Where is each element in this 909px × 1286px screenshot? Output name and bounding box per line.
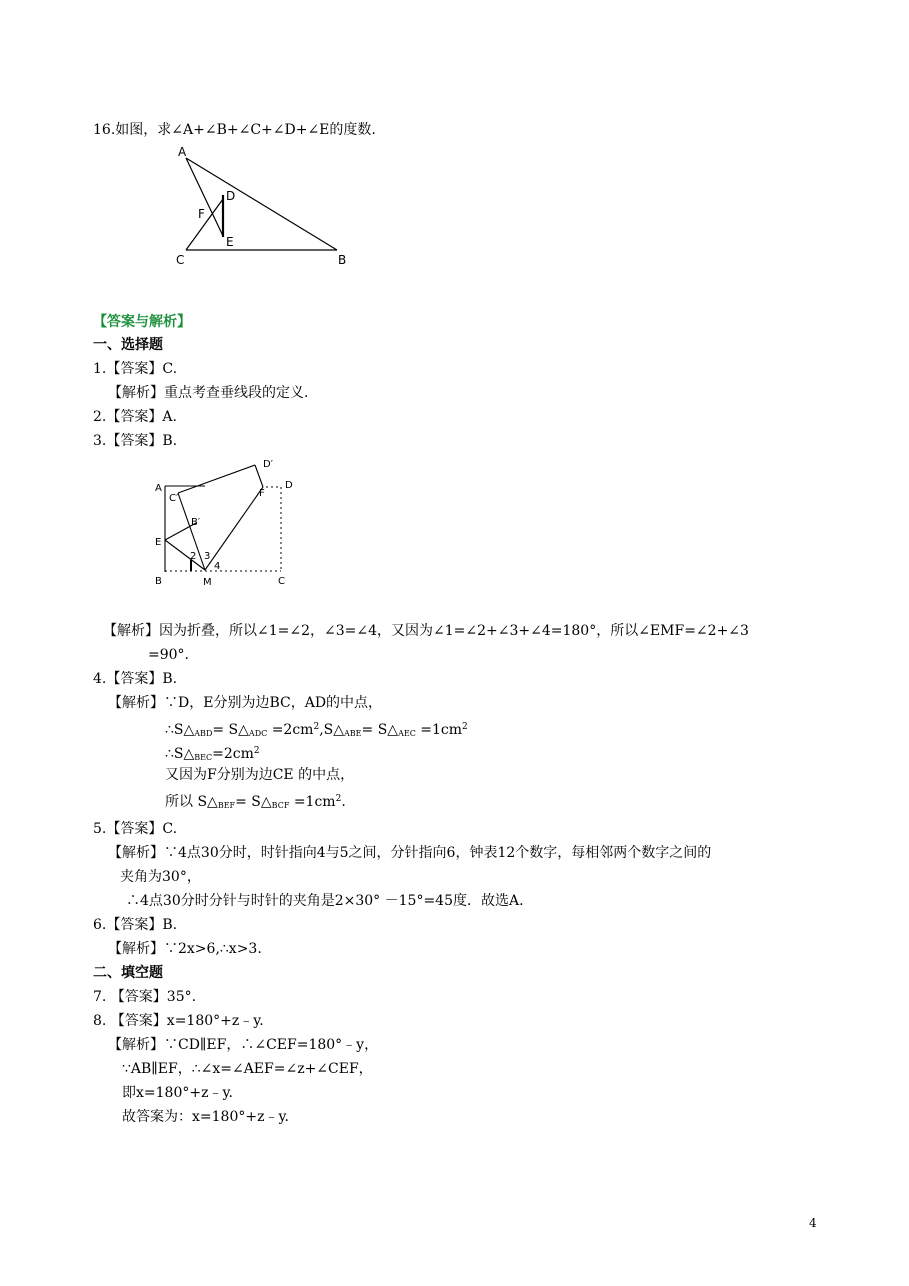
answers-title: 【答案与解析】 — [93, 314, 191, 330]
fig3-label-dp: D′ — [263, 459, 273, 470]
answer-4-area-equation-1: $\therefore S\triangle_{ABD}=$ $S\triangle_{ADC}$ $=2cm^2,S\triangle_{ABE}=$ $S\triangle_{AEC} =1cm^2$ — [165, 722, 468, 738]
answer-1: 1.【答案】C. — [93, 361, 178, 377]
page-number: 4 — [809, 1216, 817, 1230]
answer-3-explanation-line2: =90°. — [148, 647, 189, 663]
fig16-label-b: B — [338, 253, 347, 267]
answer-1-explanation: 【解析】重点考查垂线段的定义. — [108, 385, 309, 401]
fig3-label-cp: C′ — [169, 493, 179, 504]
fig16-label-e: E — [226, 235, 234, 249]
fig3-label-e: E — [155, 537, 162, 548]
fig3-label-a: A — [155, 483, 162, 494]
fig3-label-2: 2 — [190, 551, 197, 562]
answer-4-area-equation-2: $\therefore S\triangle_{BEC}=2cm^2$ — [165, 746, 260, 762]
answer-4: 4.【答案】B. — [93, 671, 178, 687]
fig16-label-d: D — [226, 189, 236, 203]
fig16-label-f: F — [198, 207, 205, 221]
answer-5-explanation-line3: ∴4点30分时分针与时针的夹角是2×30° －15°=45度．故选A. — [126, 893, 524, 909]
answer-4-area-equation-3: 所以 $S\triangle_{BEF}=$ $S\triangle_{BCF} =1cm^2$. — [165, 794, 346, 810]
answer-6-explanation: 【解析】∵2x>6,∴x>3. — [108, 941, 262, 957]
answer-4-explanation-line1: 【解析】∵D，E分别为边BC，AD的中点， — [108, 695, 383, 711]
answer-8-explanation-line4: 故答案为：x=180°+z﹣y. — [122, 1109, 289, 1125]
fig3-label-d: D — [285, 480, 293, 491]
answer-4-explanation-line4: 又因为F分别为边CE 的中点， — [165, 767, 355, 783]
fig3-label-c: C — [278, 576, 285, 587]
answer-3: 3.【答案】B. — [93, 433, 178, 449]
answer-8-explanation-line1: 【解析】∵CD∥EF，∴∠CEF=180°﹣y， — [108, 1037, 379, 1053]
answer-5: 5.【答案】C. — [93, 821, 178, 837]
answer-2: 2.【答案】A. — [93, 409, 177, 425]
answer-8: 8. 【答案】x=180°+z﹣y. — [93, 1013, 264, 1029]
fig16-label-a: A — [178, 145, 187, 159]
answer-8-explanation-line3: 即x=180°+z﹣y. — [122, 1085, 233, 1101]
answer-6: 6.【答案】B. — [93, 917, 178, 933]
fig3-label-4: 4 — [214, 561, 221, 572]
question-16-text: 16.如图，求∠A+∠B+∠C+∠D+∠E的度数. — [93, 122, 376, 138]
fig16-line-ab — [186, 158, 337, 250]
section-multiple-choice: 一、选择题 — [93, 337, 163, 353]
fig3-label-bp: B′ — [191, 517, 201, 528]
answer-5-explanation-line2: 夹角为30°， — [120, 869, 201, 885]
fig3-label-b: B — [155, 576, 162, 587]
answer-3-explanation-line1: 【解析】因为折叠，所以∠1=∠2，∠3=∠4，又因为∠1=∠2+∠3+∠4=180°，所以∠EMF=∠2+∠3 — [103, 623, 749, 639]
fig16-label-c: C — [176, 253, 185, 267]
fig3-line-dp-f — [255, 465, 263, 487]
fig3-label-f: F — [259, 488, 265, 499]
fig3-label-m: M — [203, 577, 212, 588]
answer-8-explanation-line2: ∵AB∥EF，∴∠x=∠AEF=∠z+∠CEF， — [122, 1061, 373, 1077]
answer-7: 7. 【答案】35°. — [93, 989, 197, 1005]
fig3-line-f-m — [205, 487, 263, 570]
answer-5-explanation-line1: 【解析】∵4点30分时，时针指向4与5之间，分针指向6，钟表12个数字，每相邻两个数字之间的 — [108, 845, 712, 861]
section-fill-in: 二、填空题 — [93, 965, 163, 981]
fig3-label-3: 3 — [204, 551, 211, 562]
fig3-line-c-d — [178, 465, 255, 493]
fig3-line-e-m — [165, 540, 205, 570]
